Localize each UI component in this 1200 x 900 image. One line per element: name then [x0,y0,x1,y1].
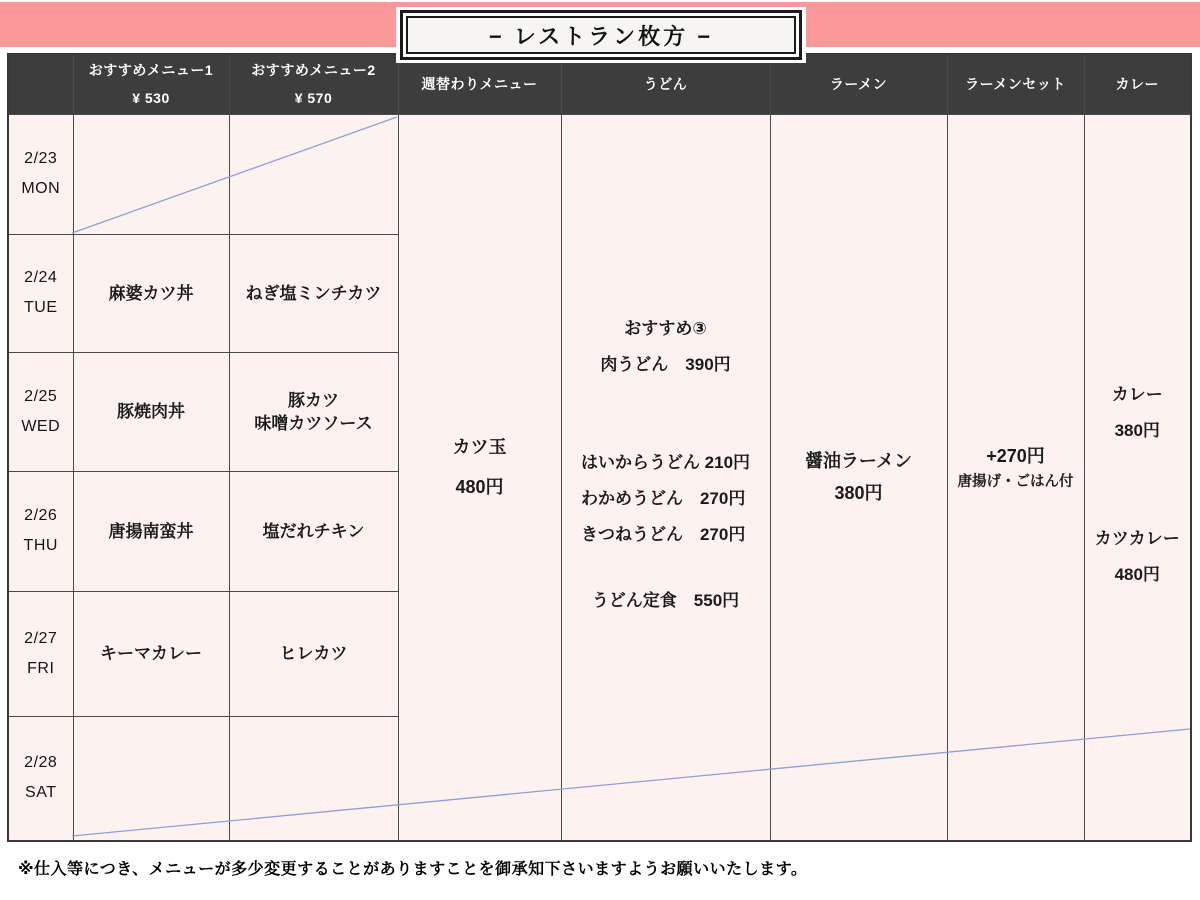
date-cell-fri [8,591,73,716]
recommend1-cell-mon [73,114,229,234]
ramen-cell [770,114,947,841]
date-label: 2/27 [24,629,58,647]
udon-set-item: うどん定食 550円 [591,591,740,611]
date-label: 2/25 [24,387,58,405]
header-recommend2-label: おすすめメニュー2 [251,62,376,79]
weekly-price: 480円 [455,477,504,498]
udon-featured-label: おすすめ③ [624,319,707,339]
ramen-price: 380円 [834,483,883,504]
header-recommend1-label: おすすめメニュー1 [88,62,214,79]
curry-cell [1084,114,1191,841]
weekly-menu-cell [398,114,561,841]
header-curry: カレー [1084,54,1191,114]
day-label: MON [21,180,61,197]
weekly-item: カツ玉 [452,437,507,458]
ramen-set-cell [947,114,1084,841]
day-label: WED [21,417,61,435]
footer-note: ※仕入等につき、メニューが多少変更することがありますことを御承知下さいますようお願いいたします。 [18,861,808,878]
date-label: 2/26 [24,507,58,524]
menu-row-mon [8,114,1191,234]
recommend2-cell-wed: 豚カツ 味噌カツソース [229,352,398,471]
recommend1-cell-wed: 豚焼肉丼 [73,352,229,471]
title-box-outer-frame [400,10,802,60]
header-weekly: 週替わりメニュー [398,54,561,114]
ramen-set-detail: 唐揚げ・ごはん付 [957,474,1074,491]
udon-item: はいからうどん 210円 [580,453,751,473]
date-cell-tue [8,234,73,352]
curry-item: カツカレー [1094,529,1180,549]
header-ramen: ラーメン [770,54,947,114]
header-udon: うどん [561,54,770,114]
curry-price: 380円 [1114,421,1160,441]
recommend1-cell-thu: 唐揚南蛮丼 [73,471,229,591]
recommend2-cell-fri: ヒレカツ [229,591,398,716]
udon-item: きつねうどん 270円 [580,525,746,545]
header-ramen-set: ラーメンセット [947,54,1084,114]
date-cell-thu [8,471,73,591]
header-recommend2 [229,54,398,114]
curry-item: カレー [1111,385,1163,405]
ramen-set-price: +270円 [986,446,1045,467]
day-label: FRI [27,659,55,677]
header-recommend1-price: ¥ 530 [132,90,170,107]
recommend2-cell-sat [229,716,398,841]
page-title: − レストラン枚方 − [488,23,714,49]
title-box-inner-frame [406,16,796,54]
recommend1-cell-tue: 麻婆カツ丼 [73,234,229,352]
recommend2-cell-mon [229,114,398,234]
day-label: THU [23,537,58,554]
recommend1-cell-sat [73,716,229,841]
menu-table [7,53,1192,842]
date-label: 2/24 [24,269,58,286]
curry-price: 480円 [1114,565,1160,585]
udon-featured-item: 肉うどん 390円 [600,355,731,375]
day-label: TUE [24,299,58,316]
header-row [8,54,1191,114]
header-recommend1 [73,54,229,114]
date-label: 2/23 [24,150,58,167]
recommend2-cell-thu: 塩だれチキン [229,471,398,591]
date-cell-sat [8,716,73,841]
restaurant-title-box [396,7,806,63]
ramen-item: 醤油ラーメン [804,451,913,472]
date-label: 2/28 [24,754,58,772]
recommend2-cell-tue: ねぎ塩ミンチカツ [229,234,398,352]
udon-regular-list [581,445,750,553]
udon-cell [561,114,770,841]
date-cell-wed [8,352,73,471]
udon-item: わかめうどん 270円 [580,489,746,509]
day-label: SAT [25,784,57,802]
date-cell-mon [8,114,73,234]
header-date-empty [8,54,73,114]
recommend1-cell-fri: キーマカレー [73,591,229,716]
header-recommend2-price: ¥ 570 [294,90,333,107]
